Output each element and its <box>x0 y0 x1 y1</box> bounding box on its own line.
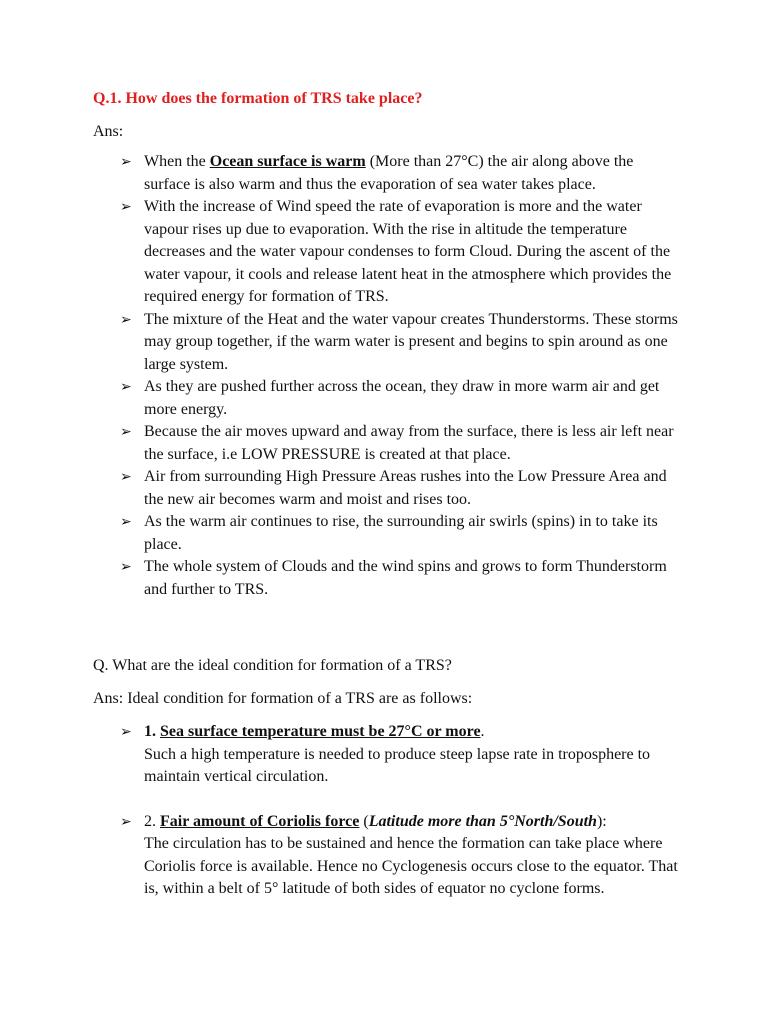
arrow-bullet-icon: ➢ <box>120 311 132 328</box>
condition-body: The circulation has to be sustained and hence the formation can take place where Coriolis force is available. Hence no Cyclogenesis occurs close to the equator. That is, within a belt of 5° latitude of both sides of equator no cyclone forms. <box>144 835 678 897</box>
arrow-bullet-icon: ➢ <box>120 469 132 485</box>
condition-number: 2. <box>144 812 160 830</box>
condition-title: Sea surface temperature must be 27°C or more <box>160 723 481 740</box>
highlight-ocean-surface-warm: Ocean surface is warm <box>209 153 366 170</box>
arrow-bullet-icon: ➢ <box>120 724 132 740</box>
answer-1-label: Ans: <box>93 123 124 140</box>
bullet-item: ➢ Because the air moves upward and away from the surface, there is less air left near the surface, i.e LOW PRESSURE is created at that place. <box>120 423 674 463</box>
condition-title: Fair amount of Coriolis force <box>160 812 360 830</box>
bullet-item: ➢ As they are pushed further across the ocean, they draw in more warm air and get more energy. <box>120 378 660 418</box>
question-2-heading: Q. What are the ideal condition for formation of a TRS? <box>93 657 452 674</box>
arrow-bullet-icon: ➢ <box>120 154 132 170</box>
answer-1-bullet-list <box>120 151 680 601</box>
arrow-bullet-icon: ➢ <box>120 813 132 830</box>
question-1-heading: Q.1. How does the formation of TRS take place? <box>93 90 423 107</box>
bullet-item: ➢ As the warm air continues to rise, the surrounding air swirls (spins) in to take its place. <box>120 513 658 553</box>
conditions-list <box>120 721 680 901</box>
arrow-bullet-icon: ➢ <box>120 559 132 575</box>
condition-item: ➢ 2. Fair amount of Coriolis force (Latitude more than 5°North/South): The circulation has to be sustained and hence the formation can take place where Coriolis force is available. Hence no Cyclogenesis occurs close to the equator. That is, within a belt of 5° latitude of both sides of equator no cyclone forms. <box>120 812 678 897</box>
bullet-item: ➢ Air from surrounding High Pressure Areas rushes into the Low Pressure Area and the new air becomes warm and moist and rises too. <box>120 468 667 508</box>
condition-qualifier: Latitude more than 5°North/South <box>368 812 597 830</box>
condition-body: Such a high temperature is needed to produce steep lapse rate in troposphere to maintain vertical circulation. <box>144 745 651 785</box>
arrow-bullet-icon: ➢ <box>120 424 132 440</box>
arrow-bullet-icon: ➢ <box>120 379 132 395</box>
bullet-item: ➢ The mixture of the Heat and the water vapour creates Thunderstorms. These storms may group together, if the warm water is present and begins to spin around as one large system. <box>120 310 678 373</box>
bullet-item: ➢ When the Ocean surface is warm (More than 27°C) the air along above the surface is also warm and thus the evaporation of sea water takes place. <box>120 153 634 193</box>
arrow-bullet-icon: ➢ <box>120 514 132 530</box>
condition-number: 1. <box>144 723 160 740</box>
answer-2-intro: Ans: Ideal condition for formation of a TRS are as follows: <box>93 690 473 707</box>
arrow-bullet-icon: ➢ <box>120 199 132 215</box>
bullet-item: ➢ With the increase of Wind speed the rate of evaporation is more and the water vapour rises up due to evaporation. With the rise in altitude the temperature decreases and the water vapour condenses to form Cloud. During the ascent of the water vapour, it cools and release latent heat in the atmosphere which provides the required energy for formation of TRS. <box>120 198 672 305</box>
bullet-item: ➢ The whole system of Clouds and the wind spins and grows to form Thunderstorm and further to TRS. <box>120 558 667 598</box>
condition-item: ➢ 1. Sea surface temperature must be 27°C or more. Such a high temperature is needed to produce steep lapse rate in troposphere to maintain vertical circulation. <box>120 723 651 785</box>
